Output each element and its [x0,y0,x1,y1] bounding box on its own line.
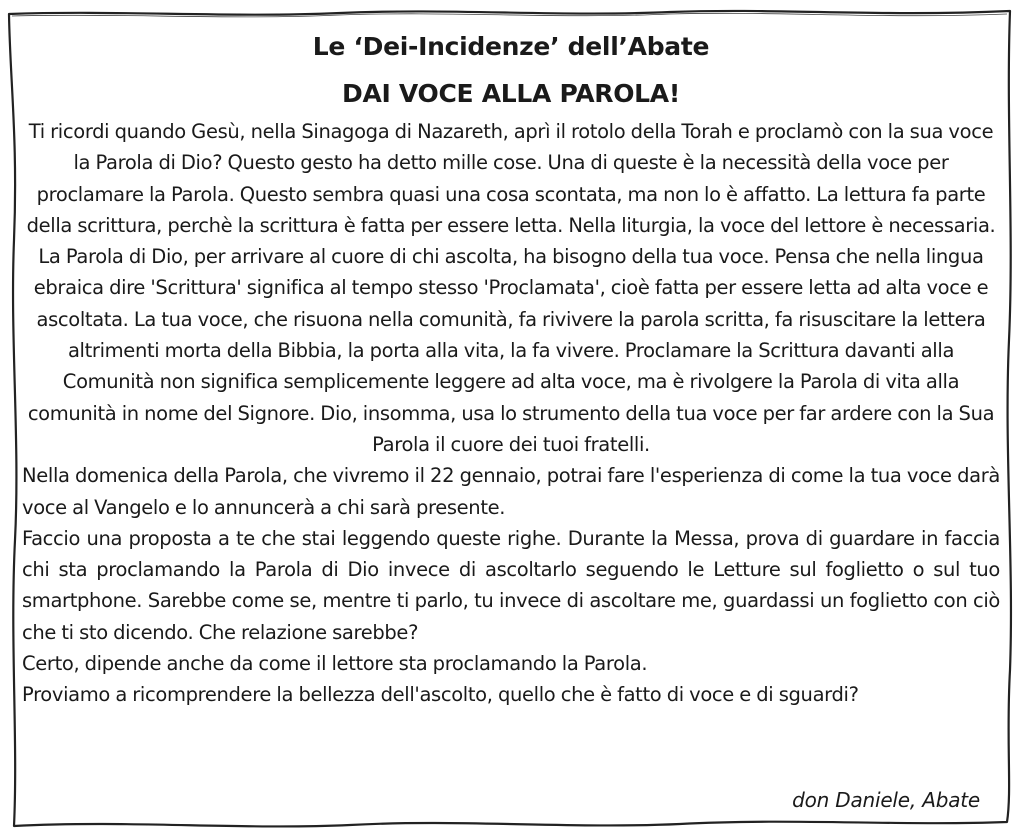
paragraph-1: Ti ricordi quando Gesù, nella Sinagoga di Nazareth, aprì il rotolo della Torah e proclamò con la sua voce la Parola di Dio? Questo gesto ha detto mille cose. Una di queste è la necessità della voce per proclamare la Parola. Questo sembra quasi una cosa scontata, ma non lo è affatto. La lettura fa parte della scrittura, perchè la scrittura è fatta per essere letta. Nella liturgia, la voce del lettore è necessaria. La Parola di Dio, per arrivare al cuore di chi ascolta, ha bisogno della tua voce. Pensa che nella lingua ebraica dire 'Scrittura' significa al tempo stesso 'Proclamata', cioè fatta per essere letta ad alta voce e ascoltata. La tua voce, che risuona nella comunità, fa rivivere la parola scritta, fa risuscitare la lettera altrimenti morta della Bibbia, la porta alla vita, la fa vivere. Proclamare la Scrittura davanti alla Comunità non significa semplicemente leggere ad alta voce, ma è rivolgere la Parola di vita alla comunità in nome del Signore. Dio, insomma, usa lo strumento della tua voce per far ardere con la Sua Parola il cuore dei tuoi fratelli. [26,120,996,456]
paragraph-3: Faccio una proposta a te che stai leggendo queste righe. Durante la Messa, prova di guardare in faccia chi sta proclamando la Parola di Dio invece di ascoltarlo seguendo le Letture sul foglietto o sul tuo smartphone. Sarebbe come se, mentre ti parlo, tu invece di ascoltare me, guardassi un foglietto con ciò che ti sto dicendo. Che relazione sarebbe? [22,526,1000,644]
article-subtitle: DAI VOCE ALLA PAROLA! [342,79,680,108]
article-body [22,30,1000,711]
signature: don Daniele, Abate [792,788,980,812]
paragraph-2: Nella domenica della Parola, che vivremo il 22 gennaio, potrai fare l'esperienza di come la tua voce darà voce al Vangelo e lo annuncerà a chi sarà presente. [22,464,1000,519]
paragraph-5: Proviamo a ricomprendere la bellezza dell'ascolto, quello che è fatto di voce e di sguardi? [22,683,859,707]
paragraph-4: Certo, dipende anche da come il lettore sta proclamando la Parola. [22,652,648,676]
article-title: Le ‘Dei-Incidenze’ dell’Abate [312,32,710,61]
